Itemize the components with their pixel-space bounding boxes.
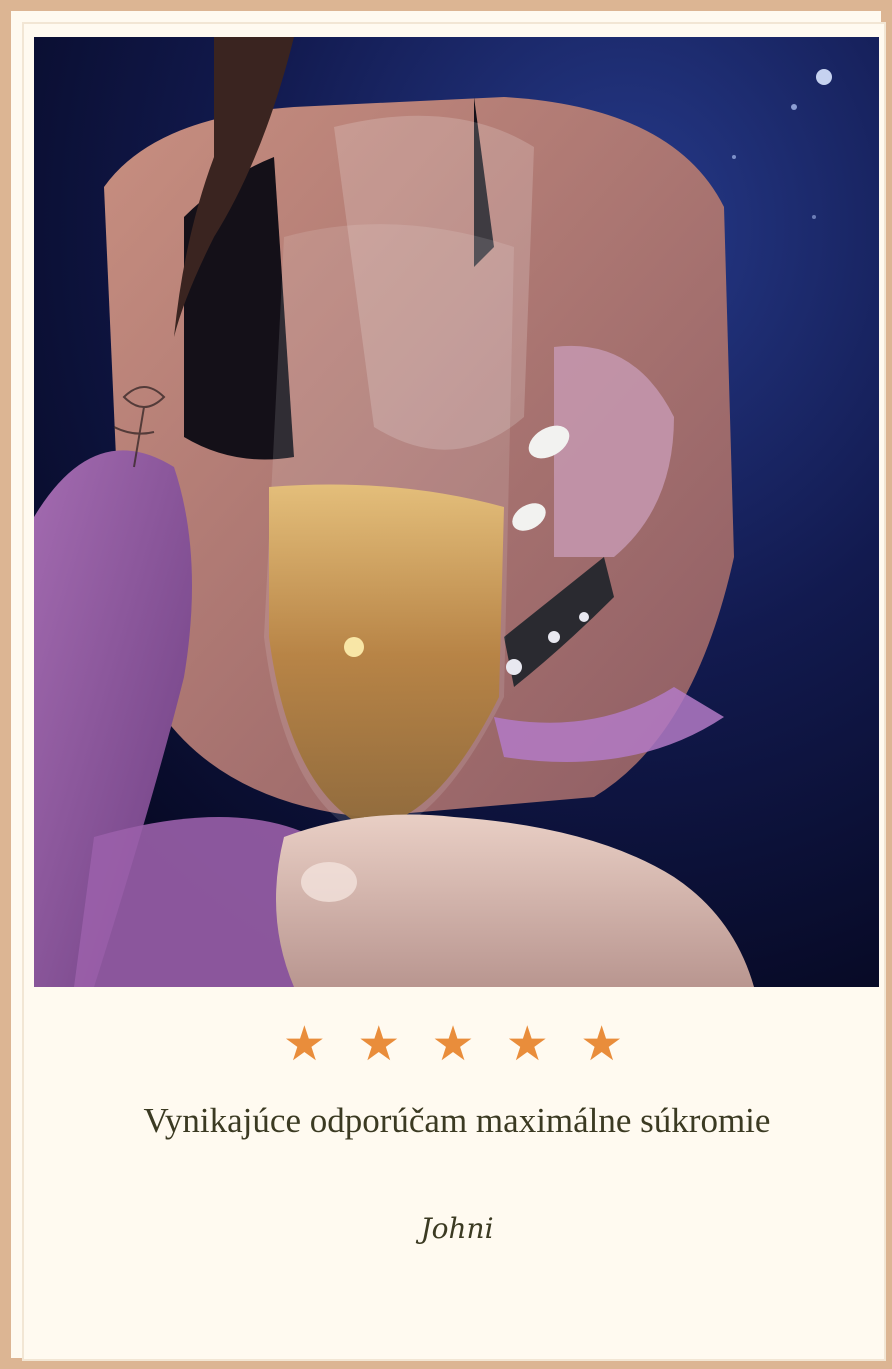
review-author: Johni: [420, 1212, 494, 1245]
photo-illustration: [34, 37, 879, 987]
review-text: Vynikajúce odporúčam maximálne súkromie: [143, 1101, 771, 1140]
review-photo: [34, 37, 879, 987]
star-icon: ★: [357, 1016, 409, 1072]
star-icon: ★: [282, 1016, 334, 1072]
star-icon: ★: [431, 1016, 483, 1072]
star-icon: ★: [580, 1016, 632, 1072]
rating-stars: [11, 1017, 892, 1071]
star-icon: ★: [505, 1016, 557, 1072]
